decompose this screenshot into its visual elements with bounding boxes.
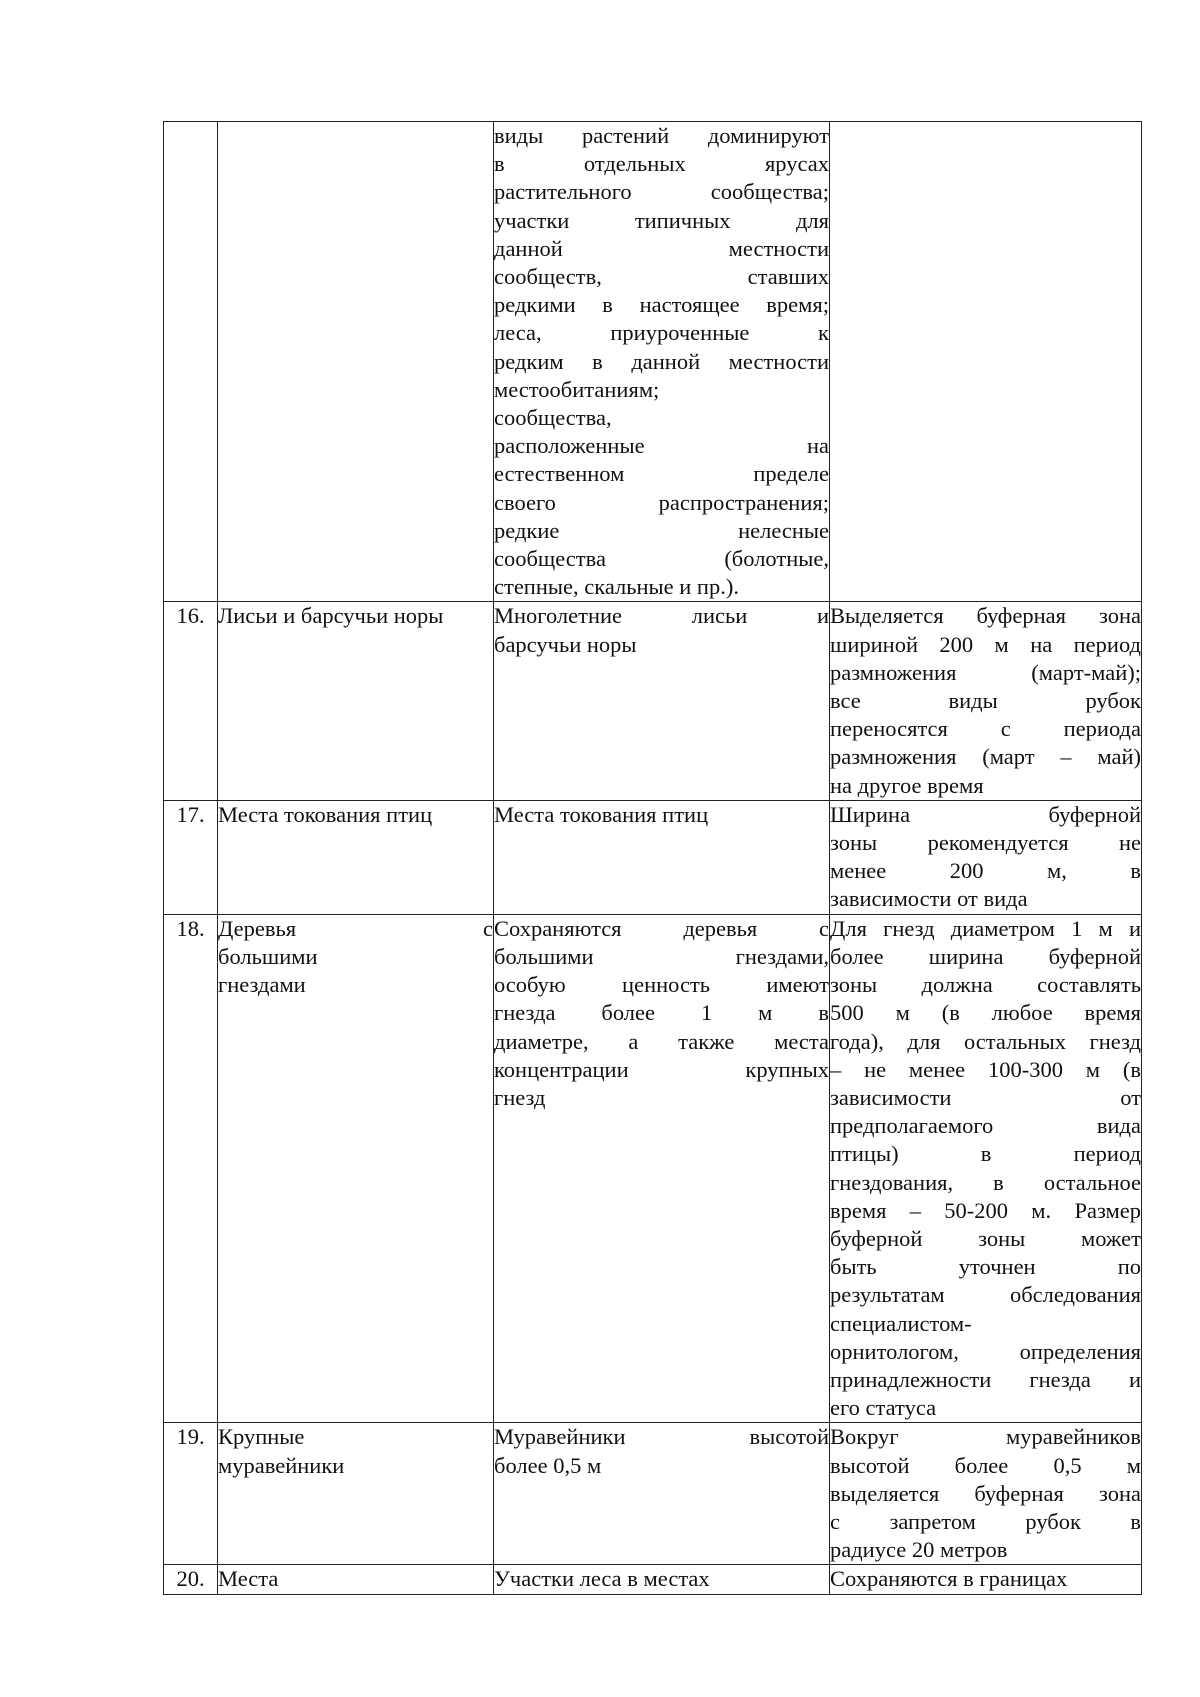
text-line: концентрации крупных (494, 1056, 829, 1082)
row-number-cell: 18. (164, 914, 218, 1423)
text-line: менее 200 м, в (830, 858, 1141, 884)
text-line: – не менее 100-300 м (в (830, 1056, 1141, 1082)
text-line: степные, скальные и пр.). (494, 574, 739, 600)
text-line: Многолетние лисьи и (494, 603, 829, 629)
text-line: данной местности (494, 235, 829, 261)
criteria-cell (494, 122, 830, 602)
text-line: Места (218, 1566, 279, 1592)
table-row (164, 1423, 1142, 1565)
measures-cell (830, 1565, 1142, 1594)
table-row (164, 602, 1142, 800)
text-line: с запретом рубок в (830, 1508, 1141, 1534)
table-row (164, 800, 1142, 914)
text-line: сообществ, ставших (494, 264, 829, 290)
row-number-cell: 17. (164, 800, 218, 914)
text-line: Муравейники высотой (494, 1424, 829, 1450)
criteria-cell (494, 1565, 830, 1594)
object-name-cell (218, 800, 494, 914)
text-line: Участки леса в местах (494, 1566, 710, 1592)
text-line: особую ценность имеют (494, 972, 829, 998)
row-number-cell: 19. (164, 1423, 218, 1565)
text-line: выделяется буферная зона (830, 1480, 1141, 1506)
row-number-cell: 16. (164, 602, 218, 800)
measures-table (163, 121, 1142, 1595)
text-line: гнезда более 1 м в (494, 1000, 829, 1026)
text-line: года), для остальных гнезд (830, 1028, 1141, 1054)
text-line: барсучьи норы (494, 631, 637, 657)
measures-cell (830, 800, 1142, 914)
text-line: на другое время (830, 772, 984, 798)
text-line: специалистом- (830, 1310, 972, 1336)
text-line: орнитологом, определения (830, 1338, 1141, 1364)
measures-cell (830, 122, 1142, 602)
table-body (164, 122, 1142, 1595)
text-line: Для гнезд диаметром 1 м и (830, 915, 1141, 941)
text-line: гнездования, в остальное (830, 1169, 1141, 1195)
text-line: быть уточнен по (830, 1254, 1141, 1280)
object-name-cell (218, 1423, 494, 1565)
object-name-cell (218, 122, 494, 602)
table-row (164, 1565, 1142, 1594)
text-line: переносятся с периода (830, 716, 1141, 742)
text-line: расположенные на (494, 433, 829, 459)
text-line: более ширина буферной (830, 943, 1141, 969)
text-line: высотой более 0,5 м (830, 1452, 1141, 1478)
text-line: Места токования птиц (494, 801, 709, 827)
text-line: местообитаниям; (494, 376, 660, 402)
text-line: муравейники (218, 1452, 345, 1478)
text-line: шириной 200 м на период (830, 631, 1141, 657)
text-line: гнезд (494, 1084, 546, 1110)
text-line: гнездами (218, 972, 306, 998)
text-line: размножения (март – май) (830, 744, 1141, 770)
text-line: Выделяется буферная зона (830, 603, 1141, 629)
measures-cell (830, 914, 1142, 1423)
text-line: 500 м (в любое время (830, 1000, 1141, 1026)
text-line: сообщества (болотные, (494, 546, 829, 572)
measures-cell (830, 1423, 1142, 1565)
criteria-cell (494, 800, 830, 914)
criteria-cell (494, 1423, 830, 1565)
text-line: Места токования птиц (218, 801, 433, 827)
text-line: его статуса (830, 1395, 937, 1421)
text-line: Крупные (218, 1424, 305, 1450)
text-line: Вокруг муравейников (830, 1424, 1141, 1450)
text-line: растительного сообщества; (494, 179, 829, 205)
criteria-cell (494, 914, 830, 1423)
text-line: радиусе 20 метров (830, 1537, 1008, 1563)
text-line: своего распространения; (494, 489, 829, 515)
table-row (164, 122, 1142, 602)
text-line: Лисьи и барсучьи норы (218, 603, 444, 629)
text-line: редкие нелесные (494, 517, 829, 543)
text-line: естественном пределе (494, 461, 829, 487)
text-line: зоны рекомендуется не (830, 830, 1141, 856)
text-line: в отдельных ярусах (494, 151, 829, 177)
text-line: диаметре, а также места (494, 1028, 829, 1054)
text-line: виды растений доминируют (494, 123, 829, 148)
text-line: редким в данной местности (494, 348, 829, 374)
text-line: Деревья с (218, 915, 493, 941)
measures-cell (830, 602, 1142, 800)
object-name-cell (218, 914, 494, 1423)
object-name-cell (218, 1565, 494, 1594)
text-line: время – 50-200 м. Размер (830, 1197, 1141, 1223)
row-number-cell (164, 122, 218, 602)
text-line: большими (218, 943, 318, 969)
text-line: птицы) в период (830, 1141, 1141, 1167)
text-line: все виды рубок (830, 688, 1141, 714)
text-line: принадлежности гнезда и (830, 1366, 1141, 1392)
text-line: предполагаемого вида (830, 1113, 1141, 1139)
text-line: более 0,5 м (494, 1452, 602, 1478)
text-line: участки типичных для (494, 207, 829, 233)
text-line: леса, приуроченные к (494, 320, 829, 346)
text-line: сообщества, (494, 405, 612, 431)
text-line: редкими в настоящее время; (494, 292, 829, 318)
text-line: Сохраняются в границах (830, 1566, 1068, 1592)
row-number-cell: 20. (164, 1565, 218, 1594)
text-line: Сохраняются деревья с (494, 915, 829, 941)
text-line: результатам обследования (830, 1282, 1141, 1308)
text-line: размножения (март-май); (830, 659, 1141, 685)
table-row (164, 914, 1142, 1423)
criteria-cell (494, 602, 830, 800)
text-line: зависимости от (830, 1084, 1141, 1110)
text-line: зависимости от вида (830, 886, 1028, 912)
text-line: большими гнездами, (494, 943, 829, 969)
object-name-cell (218, 602, 494, 800)
text-line: зоны должна составлять (830, 972, 1141, 998)
text-line: Ширина буферной (830, 801, 1141, 827)
text-line: буферной зоны может (830, 1225, 1141, 1251)
